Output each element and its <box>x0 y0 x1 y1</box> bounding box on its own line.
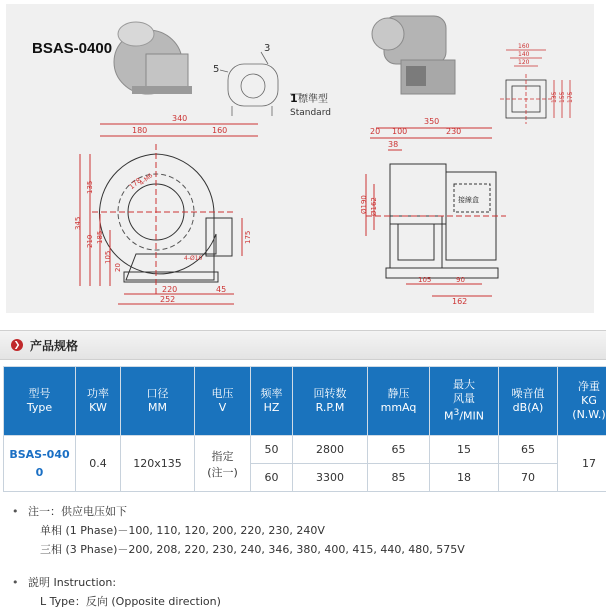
cell-airflow: 15 <box>430 436 499 464</box>
cell-pressure: 65 <box>368 436 430 464</box>
cell-airflow: 18 <box>430 464 499 492</box>
chevron-right-icon: ❯ <box>11 339 23 351</box>
th-bore: 口径 MM <box>121 367 195 436</box>
bullet-icon: • <box>12 502 19 521</box>
cell-hz: 50 <box>251 436 293 464</box>
front-dim-20: 20 <box>114 263 122 272</box>
cell-noise: 65 <box>499 436 558 464</box>
bullet-icon: • <box>12 573 19 592</box>
standard-type-sketch <box>220 52 302 116</box>
th-frequency: 频率 HZ <box>251 367 293 436</box>
side-dim-100: 100 <box>392 127 407 136</box>
side-dim-20: 20 <box>370 127 380 136</box>
th-rpm: 回转数 R.P.M <box>293 367 368 436</box>
spec-table <box>3 366 606 492</box>
note1-title: • 注一：供应电压如下 <box>28 502 598 521</box>
th-weight: 净重 KG (N.W.) <box>558 367 606 436</box>
cell-hz: 60 <box>251 464 293 492</box>
cell-bore: 120x135 <box>121 436 195 492</box>
cell-voltage: 指定 (注一) <box>195 436 251 492</box>
side-dim-230: 230 <box>446 127 461 136</box>
front-dim-220: 220 <box>162 285 177 294</box>
side-dim-90: 90 <box>456 276 465 284</box>
part-label-1: 1 <box>290 92 298 105</box>
front-dim-185: 185 <box>96 231 104 244</box>
outlet-dim-135: 135 <box>551 91 558 103</box>
fan-photo-front <box>114 22 192 94</box>
outlet-dim-160: 160 <box>518 43 530 50</box>
standard-label-cn: 標準型 <box>298 92 328 105</box>
part-label-5: 5 <box>213 64 219 75</box>
front-dim-175: 175 <box>244 231 252 244</box>
fan-photo-side <box>372 16 455 94</box>
front-dim-135: 135 <box>86 181 94 194</box>
th-type: 型号 Type <box>4 367 76 436</box>
standard-label-en: Standard <box>290 108 331 118</box>
technical-drawing <box>6 4 594 313</box>
model-title: BSAS-0400 <box>32 40 112 57</box>
section-header <box>0 330 606 360</box>
front-dim-340: 340 <box>172 114 187 123</box>
front-dim-210: 210 <box>86 235 94 248</box>
section-title: 产品规格 <box>30 337 78 354</box>
side-dim-190: Ø190 <box>360 195 368 214</box>
note-three-phase: 三相 (3 Phase)－200, 208, 220, 230, 240, 346, 380, 400, 415, 440, 480, 575V <box>28 540 598 559</box>
note-single-phase: 单相 (1 Phase)－100, 110, 120, 200, 220, 230, 240V <box>28 521 598 540</box>
th-power: 功率 KW <box>76 367 121 436</box>
side-dim-105: 105 <box>418 276 431 284</box>
front-dim-178: 178 <box>128 176 143 191</box>
th-pressure: 静压 mmAq <box>368 367 430 436</box>
outlet-dim-140: 140 <box>518 51 530 58</box>
instruction-l-type: L Type：反向 (Opposite direction) <box>28 592 598 611</box>
outlet-dim-120: 120 <box>518 59 530 66</box>
table-header-row <box>4 367 606 436</box>
instruction-title: • 説明 Instruction: <box>28 573 598 592</box>
cell-noise: 70 <box>499 464 558 492</box>
th-voltage: 电压 V <box>195 367 251 436</box>
junction-box-label: 接線盒 <box>458 195 479 204</box>
cell-rpm: 2800 <box>293 436 368 464</box>
outlet-flange-drawing <box>500 50 570 124</box>
front-dim-345: 345 <box>74 217 82 230</box>
side-dim-350: 350 <box>424 117 439 126</box>
side-dim-38: 38 <box>388 140 398 149</box>
outlet-dim-155: 155 <box>559 91 566 103</box>
side-dim-162: Ø162 <box>370 197 378 216</box>
th-noise: 噪音值 dB(A) <box>499 367 558 436</box>
table-row <box>4 436 606 464</box>
front-dim-45: 45 <box>216 285 226 294</box>
th-airflow: 最大 风量 $M^3$/MIN <box>430 367 499 436</box>
cell-pressure: 85 <box>368 464 430 492</box>
notes-section <box>28 502 598 611</box>
cell-rpm: 3300 <box>293 464 368 492</box>
front-dim-105: 105 <box>104 251 112 264</box>
part-label-3: 3 <box>264 43 270 54</box>
side-dim-162b: 162 <box>452 297 467 306</box>
outlet-dim-175: 175 <box>567 91 574 103</box>
cell-power: 0.4 <box>76 436 121 492</box>
cell-weight: 17 <box>558 436 606 492</box>
front-dim-180: 180 <box>132 126 147 135</box>
front-dim-160: 160 <box>212 126 227 135</box>
front-dim-4m6: 4-M6 <box>138 172 154 187</box>
front-dim-252: 252 <box>160 295 175 304</box>
front-view-drawing <box>80 124 258 304</box>
notes-spacer <box>28 559 598 573</box>
cell-model: BSAS-040 0 <box>4 436 76 492</box>
front-dim-4-10: 4-Ø10 <box>184 255 203 262</box>
side-view-drawing <box>366 128 506 296</box>
